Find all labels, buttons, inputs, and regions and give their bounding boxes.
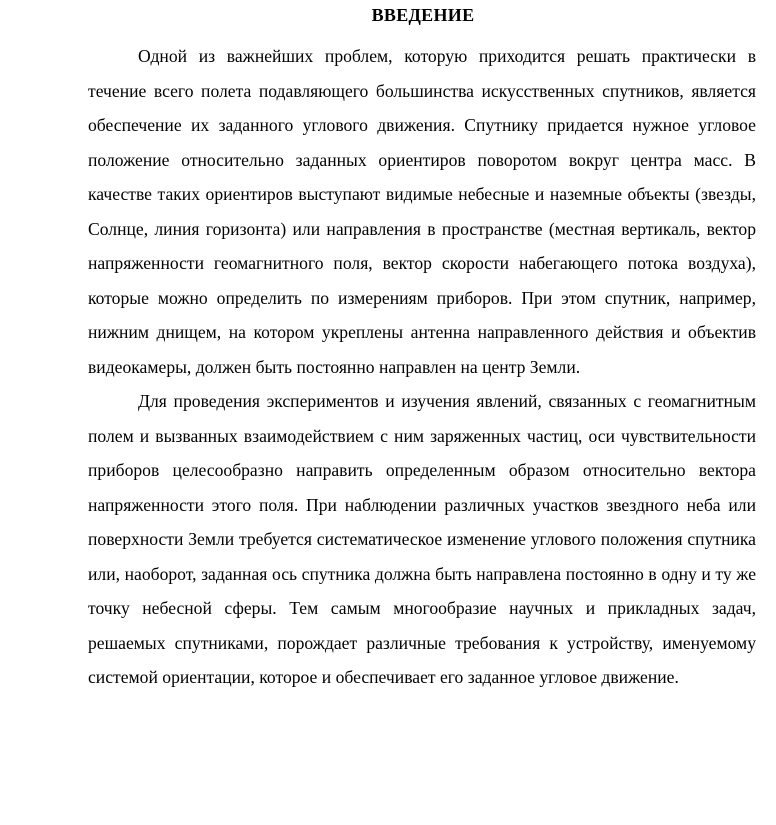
paragraph-1: Одной из важнейших проблем, которую приходится решать практически в течение всего полета подавляющего большинства искусственных спутников, является обеспечение их заданного углового движения. Спутнику придается нужное угловое положение относительно заданных ориентиров поворотом вокруг центра масс. В качестве таких ориентиров выступают видимые небесные и наземные объекты (звезды, Солнце, линия горизонта) или направления в пространстве (местная вертикаль, вектор напряженности геомагнитного поля, вектор скорости набегающего потока воздуха), которые можно определить по измерениям приборов. При этом спутник, например, нижним днищем, на котором укреплены антенна направленного действия и объектив видеокамеры, должен быть постоянно направлен на центр Земли. [88, 46, 756, 377]
document-page [88, 0, 756, 695]
section-heading: ВВЕДЕНИЕ [371, 5, 475, 25]
paragraph-2: Для проведения экспериментов и изучения явлений, связанных с геомагнитным полем и вызванных взаимодействием с ним заряженных частиц, оси чувствительности приборов целесообразно направить определенным образом относительно вектора напряженности этого поля. При наблюдении различных участков звездного неба или поверхности Земли требуется систематическое изменение углового положения спутника или, наоборот, заданная ось спутника должна быть направлена постоянно в одну и ту же точку небесной сферы. Тем самым многообразие научных и прикладных задач, решаемых спутниками, порождает различные требования к устройству, именуемому системой ориентации, которое и обеспечивает его заданное угловое движение. [88, 391, 756, 687]
